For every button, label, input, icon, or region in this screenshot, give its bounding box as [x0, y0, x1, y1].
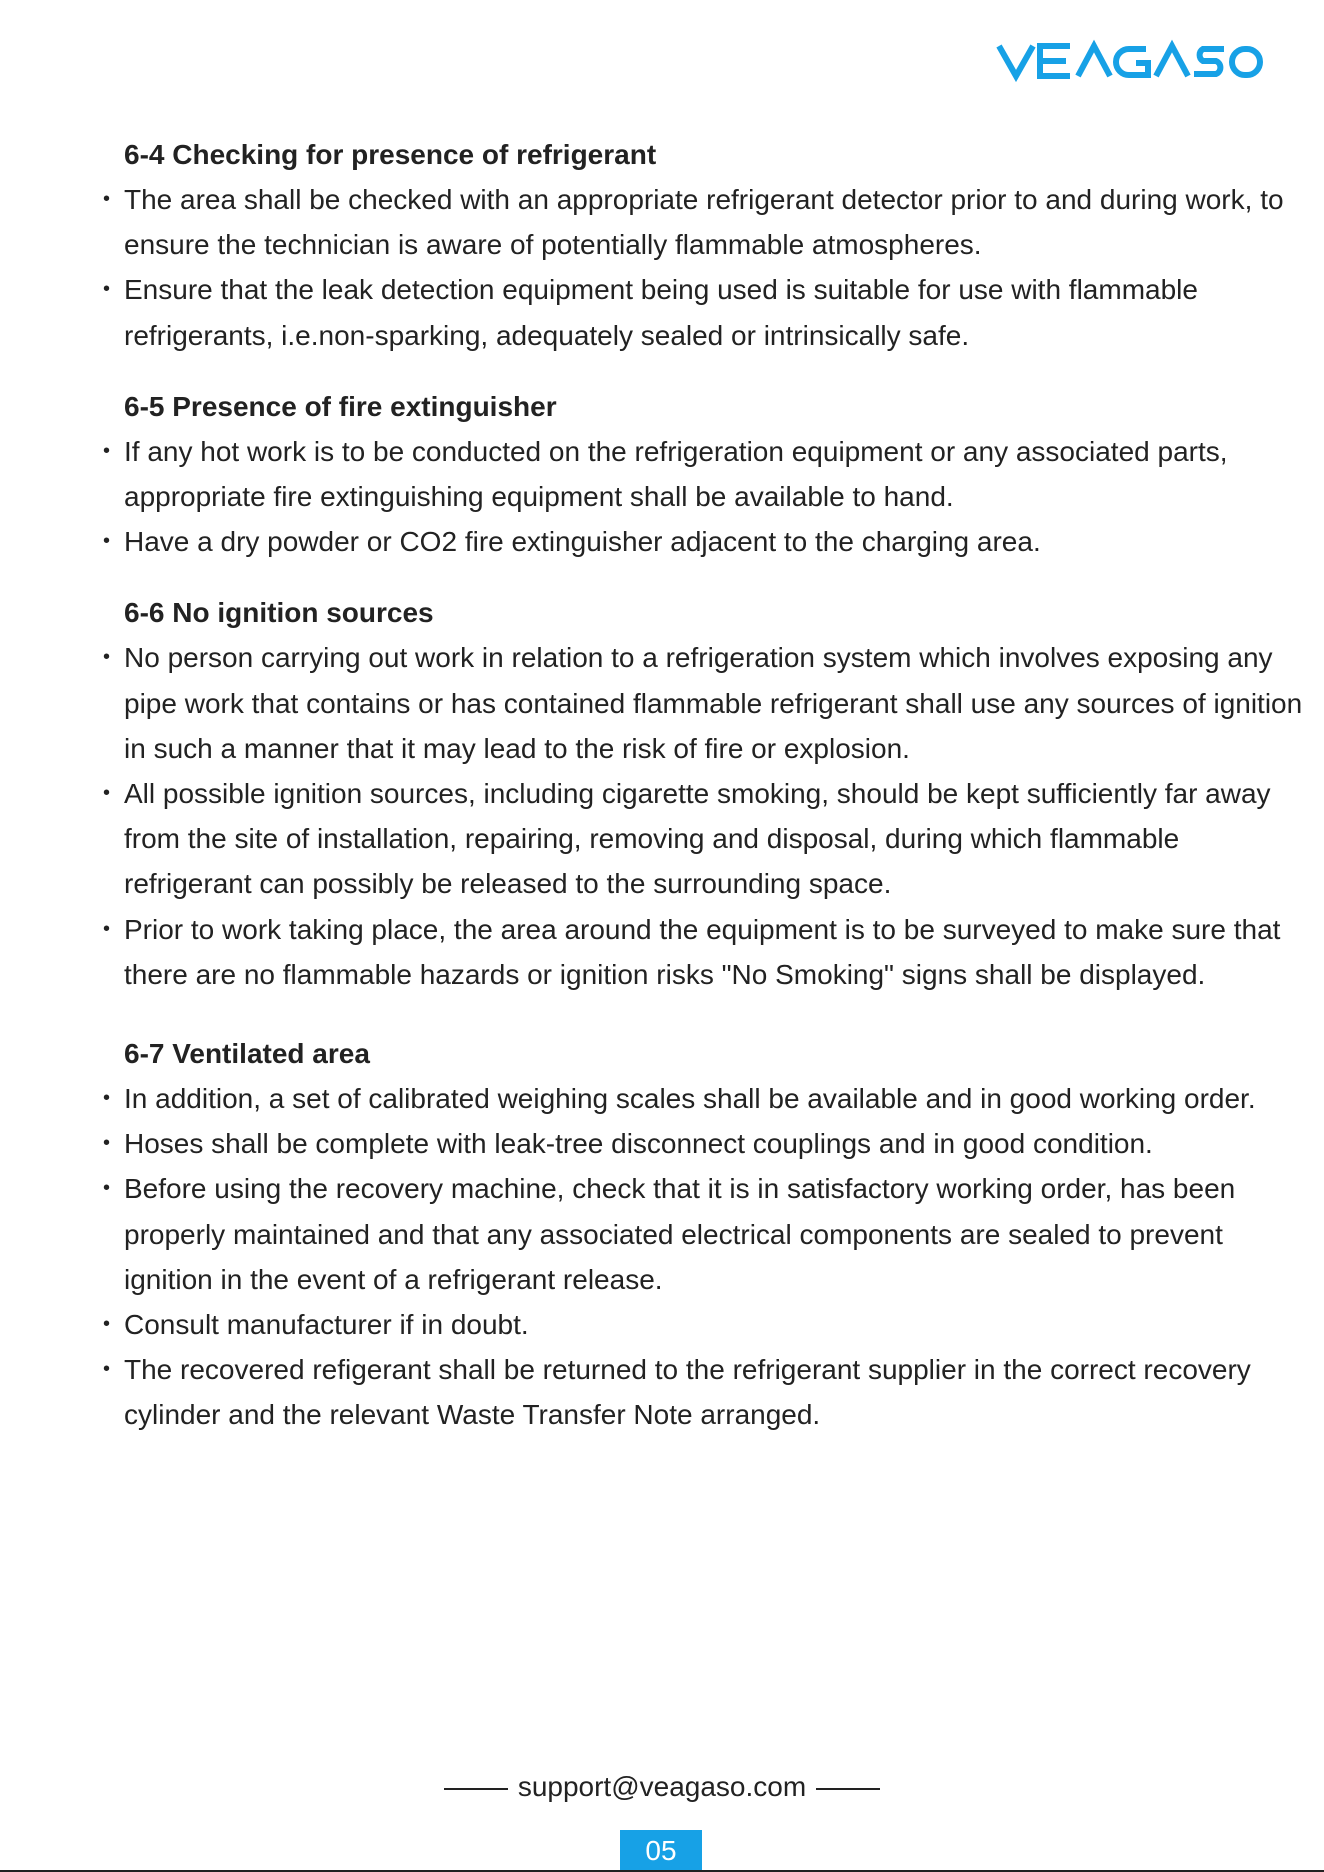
section-heading: 6-5 Presence of fire extinguisher: [124, 390, 557, 422]
footer-divider: [444, 1788, 508, 1790]
list-item-text: Consult manufacturer if in doubt.: [124, 1309, 529, 1341]
list-item-text: Have a dry powder or CO2 fire extinguisher adjacent to the charging area.: [124, 526, 1041, 558]
bullet-icon: •: [103, 278, 111, 301]
list-item: [103, 1076, 1303, 1121]
list-item-text: No person carrying out work in relation to a refrigeration system which involves exposing any pipe work that contains or has contained flammable refrigerant shall use any sources of ignition in such a manner that it may lead to the risk of fire or explosion.: [124, 642, 1303, 764]
bullet-icon: •: [103, 1177, 111, 1200]
bullet-icon: •: [103, 782, 111, 805]
bullet-list: [103, 1076, 1303, 1438]
bullet-icon: •: [103, 1132, 111, 1155]
section-6-4: [103, 132, 1303, 358]
section-heading: 6-4 Checking for presence of refrigerant: [124, 139, 657, 170]
page-number-badge: 05: [620, 1830, 702, 1872]
list-item: [103, 519, 1303, 564]
section-heading: 6-6 No ignition sources: [124, 597, 434, 629]
bullet-list: [103, 635, 1303, 997]
list-item-text: Before using the recovery machine, check that it is in satisfactory working order, has been properly maintained and that any associated electrical components are sealed to prevent ignition in the event of a refrigerant release.: [124, 1173, 1236, 1295]
list-item-text: Prior to work taking place, the area around the equipment is to be surveyed to make sure that there are no flammable hazards or ignition risks "No Smoking" signs shall be displayed.: [124, 913, 1281, 990]
list-item-text: All possible ignition sources, including cigarette smoking, should be kept sufficiently far away from the site of installation, repairing, removing and disposal, during which flammable refrigerant can possibly be released to the surrounding space.: [124, 778, 1271, 900]
bullet-icon: •: [103, 646, 111, 669]
list-item: [103, 1166, 1303, 1302]
list-item: [103, 1347, 1303, 1437]
bullet-icon: •: [103, 530, 111, 553]
bullet-icon: •: [103, 1087, 111, 1110]
list-item-text: Ensure that the leak detection equipment being used is suitable for use with flammable refrigerants, i.e.non-sparking, adequately sealed or intrinsically safe.: [124, 274, 1198, 351]
section-6-5: [103, 384, 1303, 565]
section-heading: 6-7 Ventilated area: [124, 1038, 370, 1070]
list-item-text: The recovered refigerant shall be returned to the refrigerant supplier in the correct recovery cylinder and the relevant Waste Transfer Note arranged.: [124, 1354, 1251, 1431]
footer-divider: [816, 1788, 880, 1790]
list-item-text: In addition, a set of calibrated weighing scales shall be available and in good working order.: [124, 1083, 1256, 1115]
list-item-text: The area shall be checked with an appropriate refrigerant detector prior to and during work, to ensure the technician is aware of potentially flammable atmospheres.: [124, 184, 1284, 261]
list-item: [103, 429, 1303, 519]
bullet-icon: •: [103, 1313, 111, 1336]
list-item: [103, 635, 1303, 771]
list-item: [103, 907, 1303, 997]
list-item: [103, 177, 1303, 267]
list-item-text: If any hot work is to be conducted on the refrigeration equipment or any associated parts, appropriate fire extinguishing equipment shall be available to hand.: [124, 435, 1228, 513]
bullet-list: [103, 177, 1303, 358]
list-item-text: Hoses shall be complete with leak-tree disconnect couplings and in good condition.: [124, 1128, 1153, 1160]
bullet-icon: •: [103, 439, 111, 462]
bullet-icon: •: [103, 917, 111, 940]
footer-contact: [0, 1769, 1324, 1805]
bullet-icon: •: [103, 188, 111, 210]
veagaso-logo-mark: [996, 36, 1264, 86]
list-item: [103, 1302, 1303, 1347]
list-item: [103, 771, 1303, 907]
section-6-7: [103, 1031, 1303, 1438]
section-6-6: [103, 590, 1303, 997]
list-item: [103, 1121, 1303, 1166]
veagaso-logo: [996, 36, 1264, 86]
list-item: [103, 267, 1303, 357]
bullet-icon: •: [103, 1358, 111, 1381]
bullet-list: [103, 429, 1303, 565]
support-email-link[interactable]: support@veagaso.com: [517, 1771, 807, 1802]
document-body: [103, 132, 1303, 1464]
